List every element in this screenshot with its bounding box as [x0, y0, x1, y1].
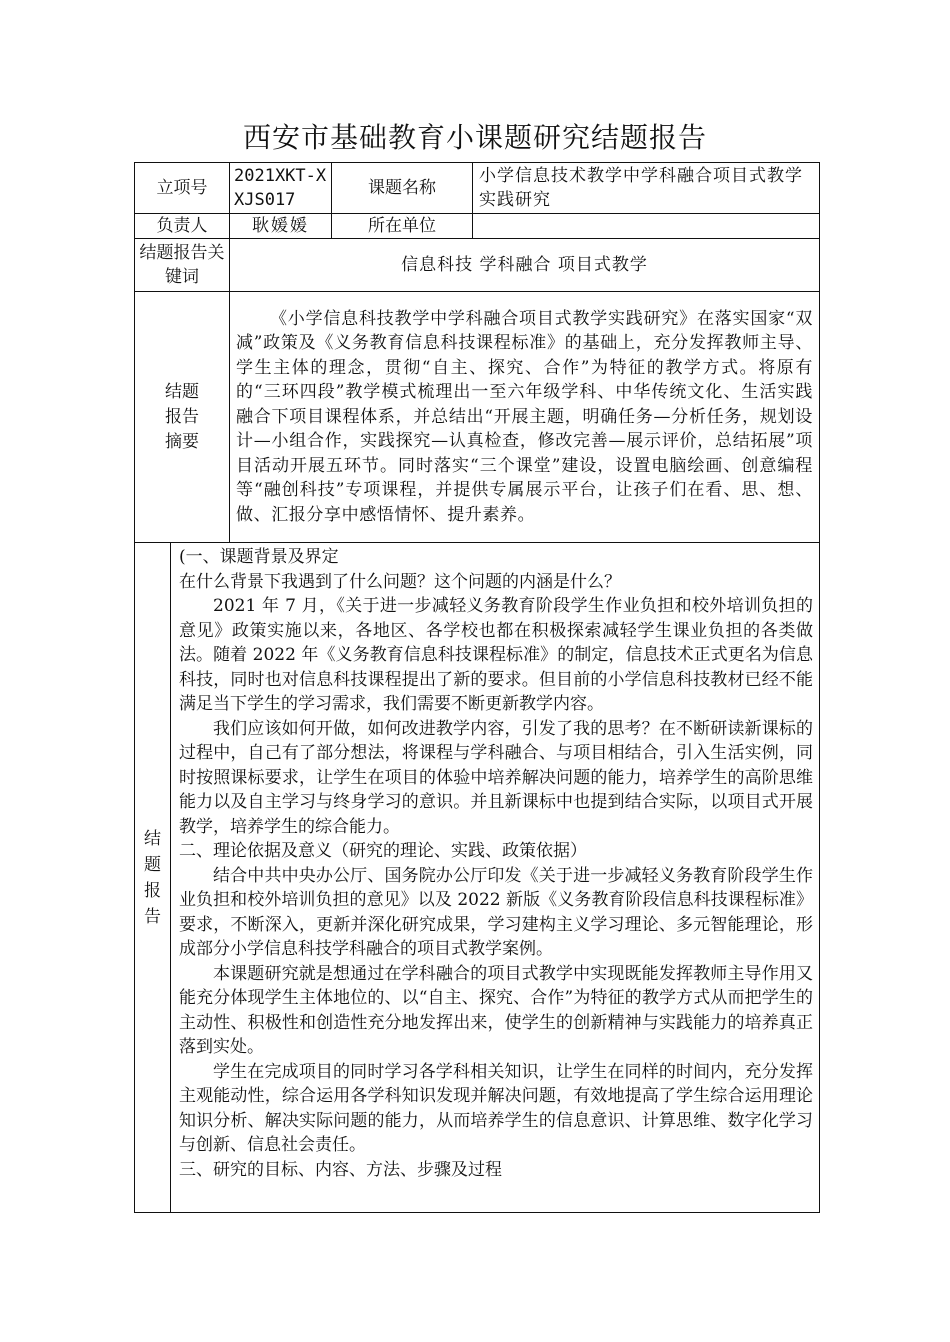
- project-no-value: 2021XKT-XXJS017: [230, 163, 332, 214]
- topic-label: 课题名称: [332, 163, 473, 214]
- document-title: 西安市基础教育小课题研究结题报告: [242, 121, 707, 154]
- report-paragraph: 2021 年 7 月，《关于进一步减轻义务教育阶段学生作业负担和校外培训负担的意见》政策实施以来，各地区、各学校也都在积极探索减轻学生课业负担的各类做法。随着 2022 年《义务教育信息科技课程标准》的制定，信息技术正式更名为信息科技，同时也对信息科技课程提出了新的要求。但目前的小学信息科技教材已经不能满足当下学生的学习需求，我们需要不断更新教学内容。: [179, 596, 813, 714]
- report-heading-1: (一、课题背景及界定: [179, 547, 339, 567]
- report-paragraph: 学生在完成项目的同时学习各学科相关知识，让学生在同样的时间内，充分发挥主观能动性，综合运用各学科知识发现并解决问题，有效地提高了学生综合运用理论知识分析、解决实际问题的能力，从而培养学生的信息意识、计算思维、数字化学习与创新、信息社会责任。: [179, 1061, 813, 1155]
- row-keywords: [135, 239, 820, 292]
- report-label: [135, 543, 171, 1213]
- report-form-table: [134, 162, 820, 1213]
- report-heading-3: 三、研究的目标、内容、方法、步骤及过程: [179, 1159, 502, 1180]
- leader-label: 负责人: [135, 214, 230, 239]
- report-question: 在什么背景下我遇到了什么问题？这个问题的内涵是什么？: [179, 571, 621, 592]
- abstract-text: 《小学信息科技教学中学科融合项目式教学实践研究》在落实国家“双减”政策及《义务教育信息科技课程标准》的基础上，充分发挥教师主导、学生主体的理念，贯彻“自主、探究、合作”为特征的教学方式。将原有的“三环四段”教学模式梳理出一至六年级学科、中华传统文化、生活实践融合下项目课程体系，并总结出“开展主题，明确任务—分析任务，规划设计—小组合作，实践探究—认真检查，修改完善—展示评价，总结拓展”项目活动开展五环节。同时落实“三个课堂”建设，设置电脑绘画、创意编程等“融创科技”专项课程，并提供专属展示平台，让孩子们在看、思、想、做、汇报分享中感悟情怀、提升素养。: [236, 308, 813, 525]
- report-label-text: 结题报告: [144, 828, 161, 927]
- row-leader: [135, 214, 820, 239]
- abstract-label: [135, 292, 230, 543]
- abstract-cell: [230, 292, 820, 543]
- report-paragraph: 本课题研究就是想通过在学科融合的项目式教学中实现既能发挥教师主导作用又能充分体现学生主体地位的、以“自主、探究、合作”为特征的教学方式从而把学生的主动性、积极性和创造性充分地发挥出来，使学生的创新精神与实践能力的培养真正落到实处。: [179, 963, 813, 1057]
- report-body: [171, 543, 820, 1213]
- abstract-label-text: 结题报告摘要: [165, 381, 199, 452]
- report-paragraph: 结合中共中央办公厅、国务院办公厅印发《关于进一步减轻义务教育阶段学生作业负担和校外培训负担的意见》以及 2022 新版《义务教育阶段信息科技课程标准》要求，不断深入，更新并深化研究成果，学习建构主义学习理论、多元智能理论，形成部分小学信息科技学科融合的项目式教学案例。: [179, 865, 813, 959]
- topic-value: 小学信息技术教学中学科融合项目式教学实践研究: [473, 163, 820, 214]
- leader-value: 耿媛媛: [230, 214, 332, 239]
- unit-value: [473, 214, 820, 239]
- row-project: [135, 163, 820, 214]
- project-no-label: 立项号: [135, 163, 230, 214]
- keywords-label: 结题报告关键词: [135, 239, 230, 292]
- keywords-value: 信息科技 学科融合 项目式教学: [230, 239, 820, 292]
- unit-label: 所在单位: [332, 214, 473, 239]
- row-report: [135, 543, 820, 1213]
- report-heading-2: 二、理论依据及意义（研究的理论、实践、政策依据）: [179, 841, 587, 861]
- report-paragraph: 我们应该如何开做，如何改进教学内容，引发了我的思考？在不断研读新课标的过程中，自己有了部分想法，将课程与学科融合、与项目相结合，引入生活实例，同时按照课标要求，让学生在项目的体验中培养解决问题的能力，培养学生的高阶思维能力以及自主学习与终身学习的意识。并且新课标中也提到结合实际，以项目式开展教学，培养学生的综合能力。: [179, 718, 813, 837]
- row-abstract: [135, 292, 820, 543]
